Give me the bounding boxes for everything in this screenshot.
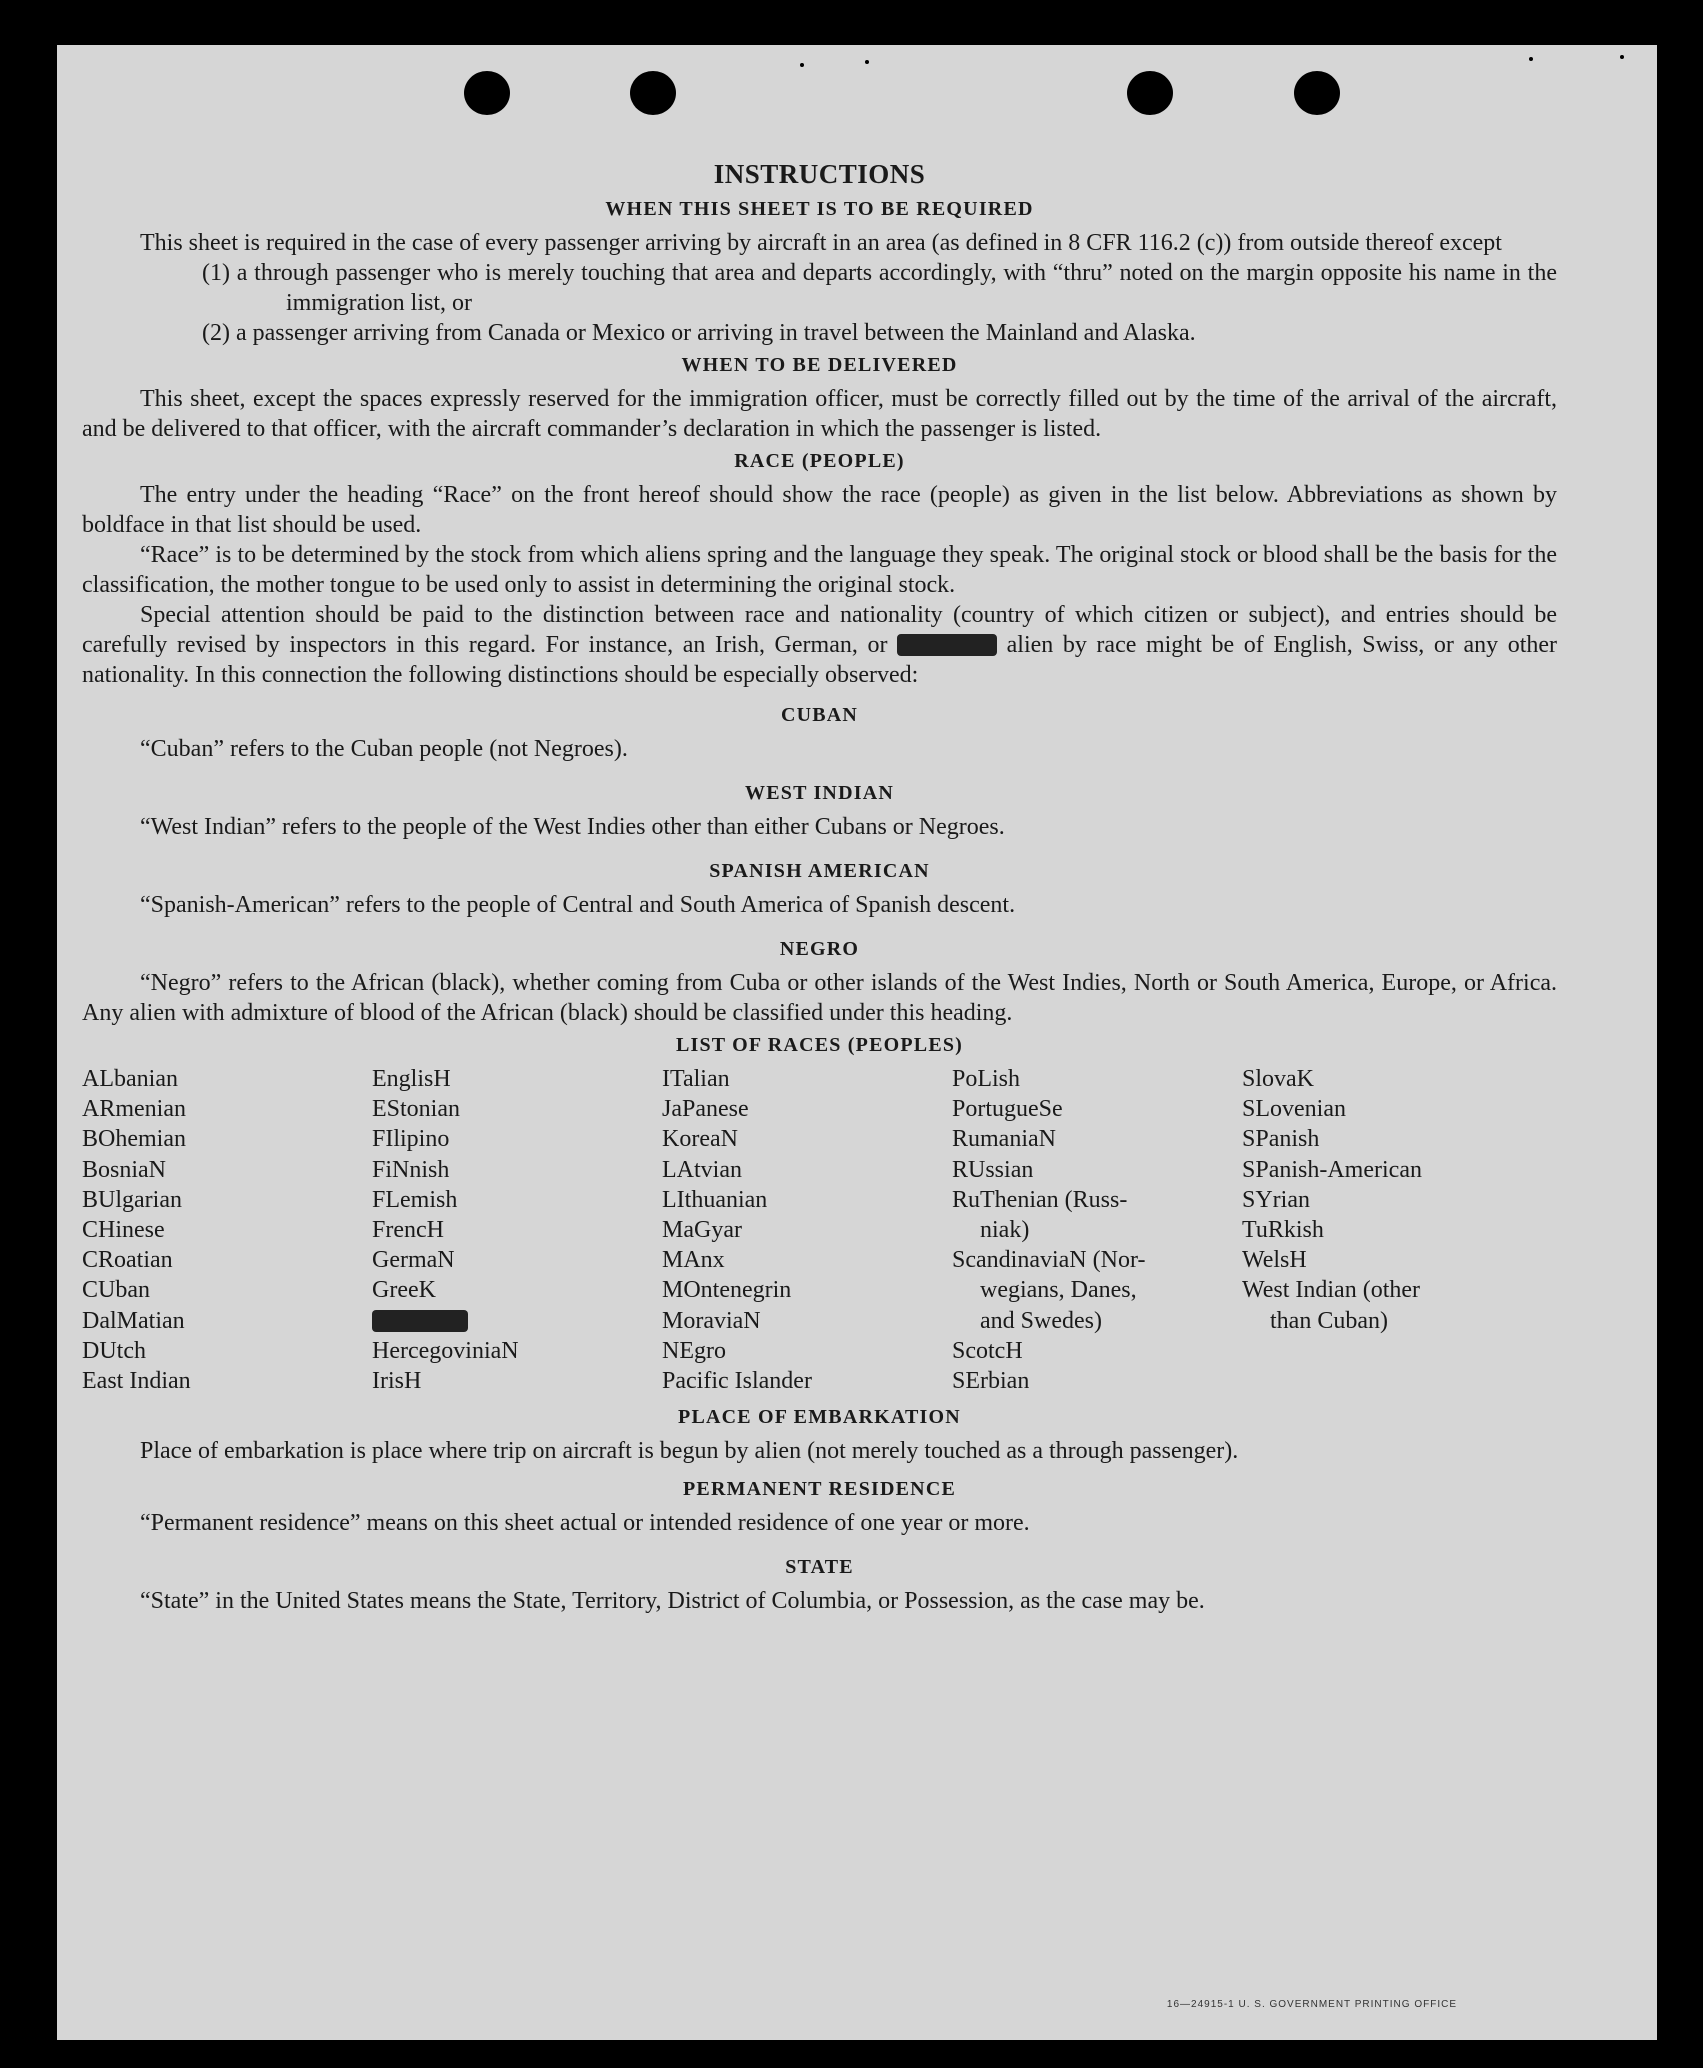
race-entry: SLovenian: [1242, 1096, 1346, 1123]
race-entry: SPanish: [1242, 1126, 1320, 1153]
paragraph-state: “State” in the United States means the State, Territory, District of Columbia, or Possession, as the case may be.: [140, 1588, 1205, 1615]
race-entry: FLemish: [372, 1186, 458, 1213]
race-entry: IrisH: [372, 1368, 422, 1395]
speck: [1620, 55, 1624, 59]
race-entry: PortugueSe: [952, 1096, 1063, 1123]
speck: [1529, 57, 1533, 61]
race-entry-continuation: than Cuban): [1270, 1307, 1388, 1334]
race-entry: SPanish-American: [1242, 1156, 1422, 1183]
race-entry: RuThenian (Russ-: [952, 1186, 1128, 1213]
race-entry: GermaN: [372, 1247, 455, 1274]
race-entry: WelsH: [1242, 1247, 1307, 1274]
race-entry: BUlgarian: [82, 1186, 182, 1213]
race-entry: FIlipino: [372, 1126, 450, 1153]
punch-hole: [464, 71, 510, 115]
paragraph-spanish-american: “Spanish-American” refers to the people of Central and South America of Spanish descent.: [140, 892, 1016, 918]
race-entry: MoraviaN: [662, 1307, 761, 1334]
race-entry: ALbanian: [82, 1066, 178, 1092]
race-entry: Pacific Islander: [662, 1368, 812, 1395]
struck-out-word: [372, 1310, 468, 1332]
paragraph-race-2: “Race” is to be determined by the stock from which aliens spring and the language they speak. The original stock or blood shall be the basis for the classification, the mother tongue to be used only to assist in determining the original stock.: [82, 542, 1557, 598]
race-entry: JaPanese: [662, 1096, 749, 1123]
race-entry: MAnx: [662, 1247, 725, 1274]
printing-office-footer: 16—24915-1 U. S. GOVERNMENT PRINTING OFFICE: [1166, 1999, 1457, 2010]
section-heading-when-delivered: WHEN TO BE DELIVERED: [681, 354, 958, 376]
races-column: [82, 1064, 372, 1396]
race-entry-continuation: and Swedes): [980, 1307, 1102, 1334]
race-entry: HercegoviniaN: [372, 1337, 519, 1364]
race-entry: EnglisH: [372, 1066, 451, 1092]
race-entry: RUssian: [952, 1156, 1034, 1183]
form-sheet: [57, 45, 1657, 2040]
paragraph-race-3-start: Special attention should be paid to the distinction between race and nationality (country of which citizen or subject), and entries should be carefully revised by inspectors in this regard. For instance, an Irish, German, or: [82, 602, 1557, 658]
struck-out-word: [897, 634, 997, 656]
section-heading-list-of-races: LIST OF RACES (PEOPLES): [675, 1034, 964, 1056]
section-heading-when-required: WHEN THIS SHEET IS TO BE REQUIRED: [605, 198, 1034, 220]
punch-hole: [1127, 71, 1173, 115]
race-entry: FrencH: [372, 1217, 444, 1244]
section-heading-permanent-residence: PERMANENT RESIDENCE: [682, 1478, 957, 1501]
section-heading-embarkation: PLACE OF EMBARKATION: [678, 1406, 961, 1429]
paragraph-when-required: This sheet is required in the case of every passenger arriving by aircraft in an area (as defined in 8 CFR 116.2 (c)) from outside thereof except: [140, 230, 1502, 256]
instructions-body: [82, 159, 1557, 1616]
races-column: [952, 1064, 1242, 1396]
speck: [800, 63, 804, 67]
paragraph-race-3: [82, 600, 1557, 690]
race-entry: RumaniaN: [952, 1126, 1056, 1153]
race-entry: BosniaN: [82, 1156, 166, 1183]
races-list: [82, 1064, 1557, 1396]
paragraph-race-3-end: alien by race might be of English, Swiss, or any other nationality. In this connection the following distinctions should be especially observed:: [82, 632, 1558, 688]
race-entry: MaGyar: [662, 1217, 742, 1244]
race-entry: ScandinaviaN (Nor-: [952, 1247, 1146, 1274]
races-column: [372, 1064, 662, 1396]
race-entry: TuRkish: [1242, 1217, 1324, 1244]
race-entry: ARmenian: [82, 1096, 186, 1123]
race-entry: ITalian: [662, 1066, 730, 1092]
race-entry: MOntenegrin: [662, 1277, 792, 1304]
section-heading-state: STATE: [785, 1556, 854, 1579]
race-entry: East Indian: [82, 1368, 191, 1395]
race-entry: SYrian: [1242, 1186, 1310, 1213]
races-column: [662, 1064, 952, 1396]
paragraph-negro: “Negro” refers to the African (black), whether coming from Cuba or other islands of the West Indies, North or South America, Europe, or Africa. Any alien with admixture of blood of the African (black) should be classified under this heading.: [82, 970, 1557, 1026]
list-item: (2) a passenger arriving from Canada or Mexico or arriving in travel between the Mainland and Alaska.: [202, 320, 1196, 346]
speck: [865, 60, 869, 64]
paragraph-west-indian: “West Indian” refers to the people of the West Indies other than either Cubans or Negroes.: [140, 814, 1005, 840]
race-entry: EStonian: [372, 1096, 460, 1123]
race-entry: CHinese: [82, 1217, 165, 1244]
section-heading-west-indian: WEST INDIAN: [745, 782, 894, 804]
race-entry: CUban: [82, 1277, 150, 1304]
section-heading-race: RACE (PEOPLE): [734, 450, 905, 472]
race-entry: FiNnish: [372, 1156, 450, 1183]
race-entry: ScotcH: [952, 1337, 1023, 1364]
race-entry-continuation: wegians, Danes,: [980, 1277, 1137, 1304]
race-entry: BOhemian: [82, 1126, 186, 1153]
race-entry: DalMatian: [82, 1307, 185, 1334]
race-entry: NEgro: [662, 1337, 726, 1364]
punch-hole: [1294, 71, 1340, 115]
race-entry: SErbian: [952, 1368, 1030, 1395]
paragraph-embarkation: Place of embarkation is place where trip on aircraft is begun by alien (not merely touched as a through passenger).: [140, 1438, 1239, 1465]
race-entry: KoreaN: [662, 1126, 738, 1153]
race-entry-struck-out: [372, 1306, 662, 1336]
race-entry: LAtvian: [662, 1156, 742, 1183]
race-entry: LIthuanian: [662, 1186, 768, 1213]
race-entry: GreeK: [372, 1277, 436, 1304]
punch-hole: [630, 71, 676, 115]
section-heading-cuban: CUBAN: [780, 704, 859, 726]
race-entry: CRoatian: [82, 1247, 173, 1274]
paragraph-when-delivered: This sheet, except the spaces expressly reserved for the immigration officer, must be correctly filled out by the time of the arrival of the aircraft, and be delivered to that officer, with the aircraft commander’s declaration in which the passenger is listed.: [82, 386, 1557, 442]
race-entry: West Indian (other: [1242, 1277, 1421, 1304]
race-entry: DUtch: [82, 1337, 146, 1364]
races-column: [1242, 1064, 1532, 1396]
paragraph-race-1: The entry under the heading “Race” on the front hereof should show the race (people) as given in the list below. Abbreviations as shown by boldface in that list should be used.: [82, 482, 1557, 538]
paragraph-cuban: “Cuban” refers to the Cuban people (not Negroes).: [140, 736, 628, 762]
race-entry: PoLish: [952, 1066, 1021, 1092]
race-entry: SlovaK: [1242, 1066, 1314, 1092]
list-item: (1) a through passenger who is merely touching that area and departs accordingly, with “thru” noted on the margin opposite his name in the immigration list, or: [202, 260, 1557, 316]
section-heading-spanish-american: SPANISH AMERICAN: [709, 860, 930, 882]
section-heading-negro: NEGRO: [779, 938, 860, 960]
race-entry-continuation: niak): [980, 1217, 1030, 1244]
page-title: INSTRUCTIONS: [713, 159, 926, 189]
paragraph-permanent-residence: “Permanent residence” means on this sheet actual or intended residence of one year or more.: [140, 1510, 1030, 1537]
